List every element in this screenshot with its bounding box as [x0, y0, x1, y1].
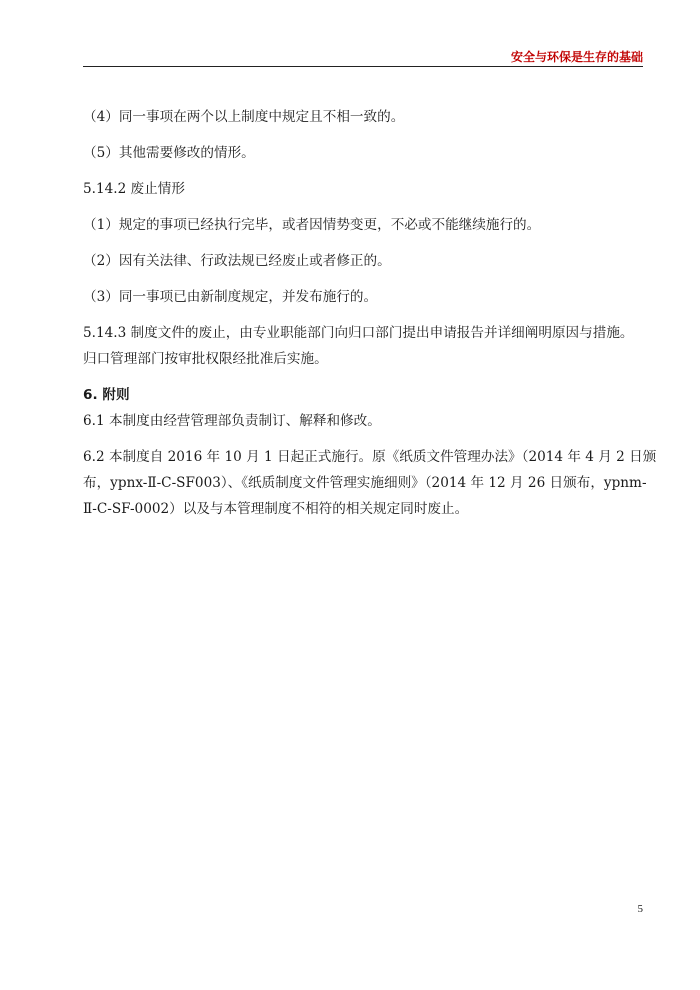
list-item: （5）其他需要修改的情形。: [83, 145, 255, 161]
paragraph-line: 6.1 本制度由经营管理部负责制订、解释和修改。: [83, 413, 381, 429]
paragraph-line: 6.2 本制度自 2016 年 10 月 1 日起正式施行。原《纸质文件管理办法》（2014 年 4 月 2 日颁: [83, 449, 657, 465]
paragraph-line: 归口管理部门按审批权限经批准后实施。: [83, 351, 328, 367]
list-item: （4）同一事项在两个以上制度中规定且不相一致的。: [83, 109, 405, 125]
page-header: [83, 44, 643, 67]
paragraph-line: 5.14.3 制度文件的废止，由专业职能部门向归口部门提出申请报告并详细阐明原因与措施。: [83, 325, 634, 341]
header-title: 安全与环保是生存的基础: [510, 50, 643, 64]
paragraph-line: 布，ypnx-Ⅱ-C-SF003）、《纸质制度文件管理实施细则》（2014 年 12 月 26 日颁布，ypnm-: [83, 475, 647, 491]
list-item: （3）同一事项已由新制度规定，并发布施行的。: [83, 289, 378, 305]
section-subheading: 5.14.2 废止情形: [83, 181, 185, 197]
paragraph-line: Ⅱ-C-SF-0002）以及与本管理制度不相符的相关规定同时废止。: [83, 501, 469, 517]
document-body: [83, 104, 657, 522]
list-item: （2）因有关法律、行政法规已经废止或者修正的。: [83, 253, 391, 269]
page-number: 5: [637, 903, 643, 915]
list-item: （1）规定的事项已经执行完毕，或者因情势变更，不必或不能继续施行的。: [83, 217, 541, 233]
section-heading: 6. 附则: [83, 387, 130, 403]
